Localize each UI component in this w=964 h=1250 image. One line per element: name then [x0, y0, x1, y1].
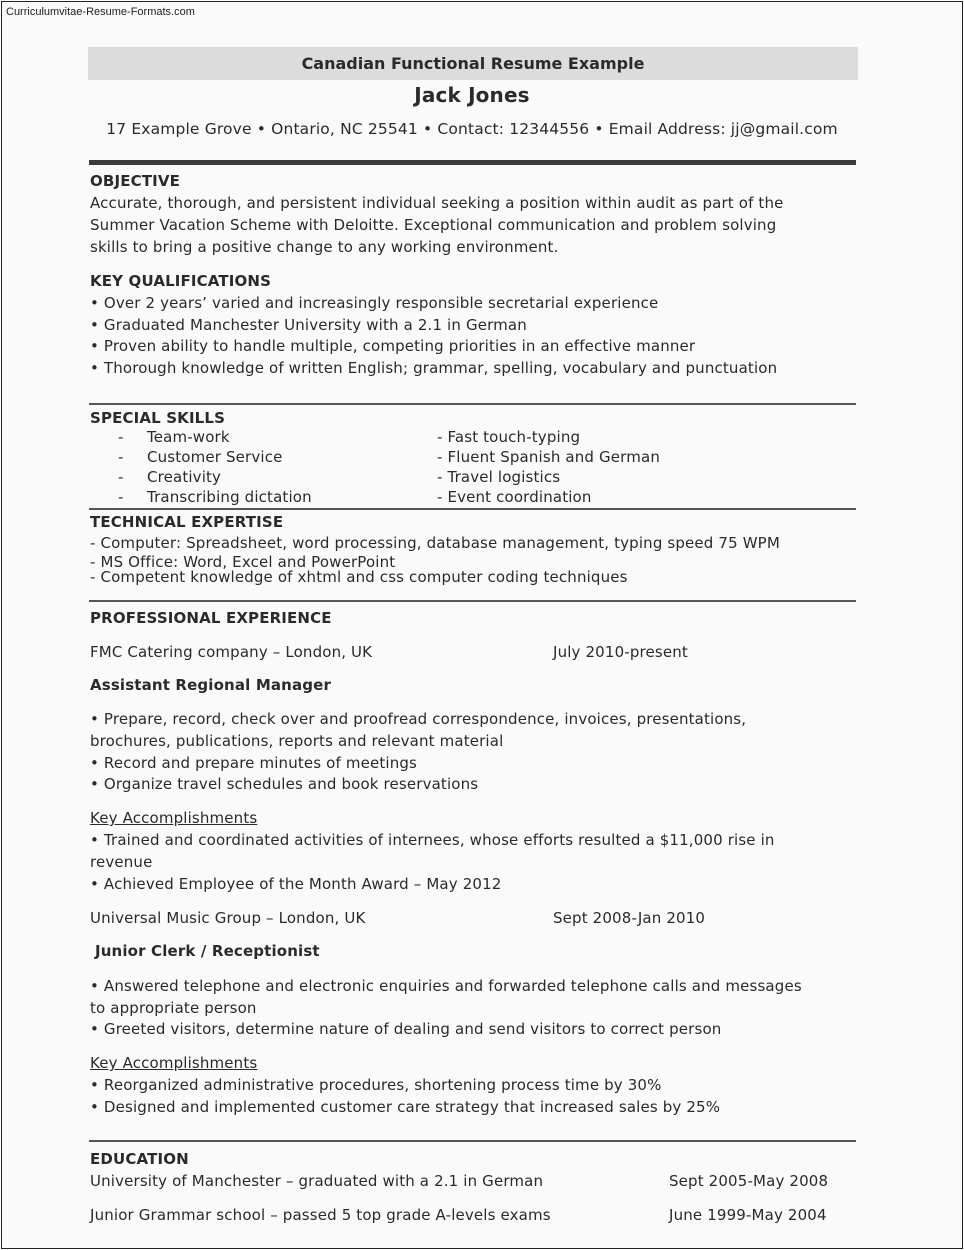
divider [89, 600, 856, 602]
document-title: Canadian Functional Resume Example [88, 47, 858, 80]
section-heading: KEY QUALIFICATIONS [90, 272, 272, 290]
school: Junior Grammar school – passed 5 top grade A-levels exams [90, 1206, 551, 1224]
accomplishment: • Reorganized administrative procedures, shortening process time by 30% [90, 1076, 662, 1094]
education-dates: June 1999-May 2004 [669, 1206, 827, 1224]
section-heading: EDUCATION [90, 1150, 189, 1168]
skill-item: - Fast touch-typing [437, 428, 581, 446]
duty: • Organize travel schedules and book reservations [90, 775, 479, 793]
section-heading: OBJECTIVE [90, 172, 181, 190]
accomplishments-heading: Key Accomplishments [90, 809, 258, 827]
section-heading: PROFESSIONAL EXPERIENCE [90, 609, 332, 627]
source-watermark: Curriculumvitae-Resume-Formats.com [6, 6, 195, 18]
objective-text: Summer Vacation Scheme with Deloitte. Exceptional communication and problem solving [90, 216, 777, 234]
bullet: - [118, 488, 124, 506]
list-item: • Proven ability to handle multiple, competing priorities in an effective manner [90, 337, 696, 355]
education-dates: Sept 2005-May 2008 [669, 1172, 829, 1190]
bullet: - [118, 448, 124, 466]
accomplishment: revenue [90, 853, 153, 871]
skill-item: - Event coordination [437, 488, 592, 506]
job-title: Assistant Regional Manager [90, 676, 332, 694]
contact-line: 17 Example Grove • Ontario, NC 25541 • Contact: 12344556 • Email Address: jj@gmail.com [106, 120, 838, 138]
duty: • Greeted visitors, determine nature of dealing and send visitors to correct person [90, 1020, 722, 1038]
skill-item: - Travel logistics [437, 468, 561, 486]
list-item: • Thorough knowledge of written English; grammar, spelling, vocabulary and punctuation [90, 359, 778, 377]
job-title: Junior Clerk / Receptionist [95, 942, 320, 960]
job-dates: July 2010-present [553, 643, 688, 661]
objective-text: skills to bring a positive change to any working environment. [90, 238, 559, 256]
company: FMC Catering company – London, UK [90, 643, 373, 661]
list-item: • Graduated Manchester University with a 2.1 in German [90, 316, 527, 334]
duty: • Answered telephone and electronic enquiries and forwarded telephone calls and messages [90, 977, 802, 995]
company: Universal Music Group – London, UK [90, 909, 366, 927]
accomplishments-heading: Key Accomplishments [90, 1054, 258, 1072]
bullet: - [118, 428, 124, 446]
duty: to appropriate person [90, 999, 257, 1017]
skill-item: Customer Service [147, 448, 283, 466]
divider [89, 1140, 856, 1142]
job-dates: Sept 2008-Jan 2010 [553, 909, 706, 927]
list-item: - Computer: Spreadsheet, word processing, database management, typing speed 75 WPM [90, 534, 780, 552]
accomplishment: • Designed and implemented customer care strategy that increased sales by 25% [90, 1098, 721, 1116]
list-item: - MS Office: Word, Excel and PowerPoint [90, 553, 396, 571]
list-item: - Competent knowledge of xhtml and css computer coding techniques [90, 568, 628, 586]
bullet: - [118, 468, 124, 486]
duty: • Prepare, record, check over and proofread correspondence, invoices, presentations, [90, 710, 747, 728]
accomplishment: • Achieved Employee of the Month Award – May 2012 [90, 875, 502, 893]
section-heading: TECHNICAL EXPERTISE [90, 513, 284, 531]
duty: brochures, publications, reports and relevant material [90, 732, 504, 750]
objective-text: Accurate, thorough, and persistent individual seeking a position within audit as part of the [90, 194, 784, 212]
school: University of Manchester – graduated with a 2.1 in German [90, 1172, 544, 1190]
skill-item: Transcribing dictation [147, 488, 312, 506]
skill-item: Creativity [147, 468, 222, 486]
skill-item: - Fluent Spanish and German [437, 448, 660, 466]
list-item: • Over 2 years’ varied and increasingly responsible secretarial experience [90, 294, 659, 312]
divider [89, 508, 856, 510]
divider [89, 403, 856, 405]
accomplishment: • Trained and coordinated activities of internees, whose efforts resulted a $11,000 rise in [90, 831, 775, 849]
skill-item: Team-work [147, 428, 230, 446]
divider [89, 160, 856, 165]
section-heading: SPECIAL SKILLS [90, 409, 226, 427]
duty: • Record and prepare minutes of meetings [90, 754, 418, 772]
candidate-name: Jack Jones [414, 83, 530, 107]
